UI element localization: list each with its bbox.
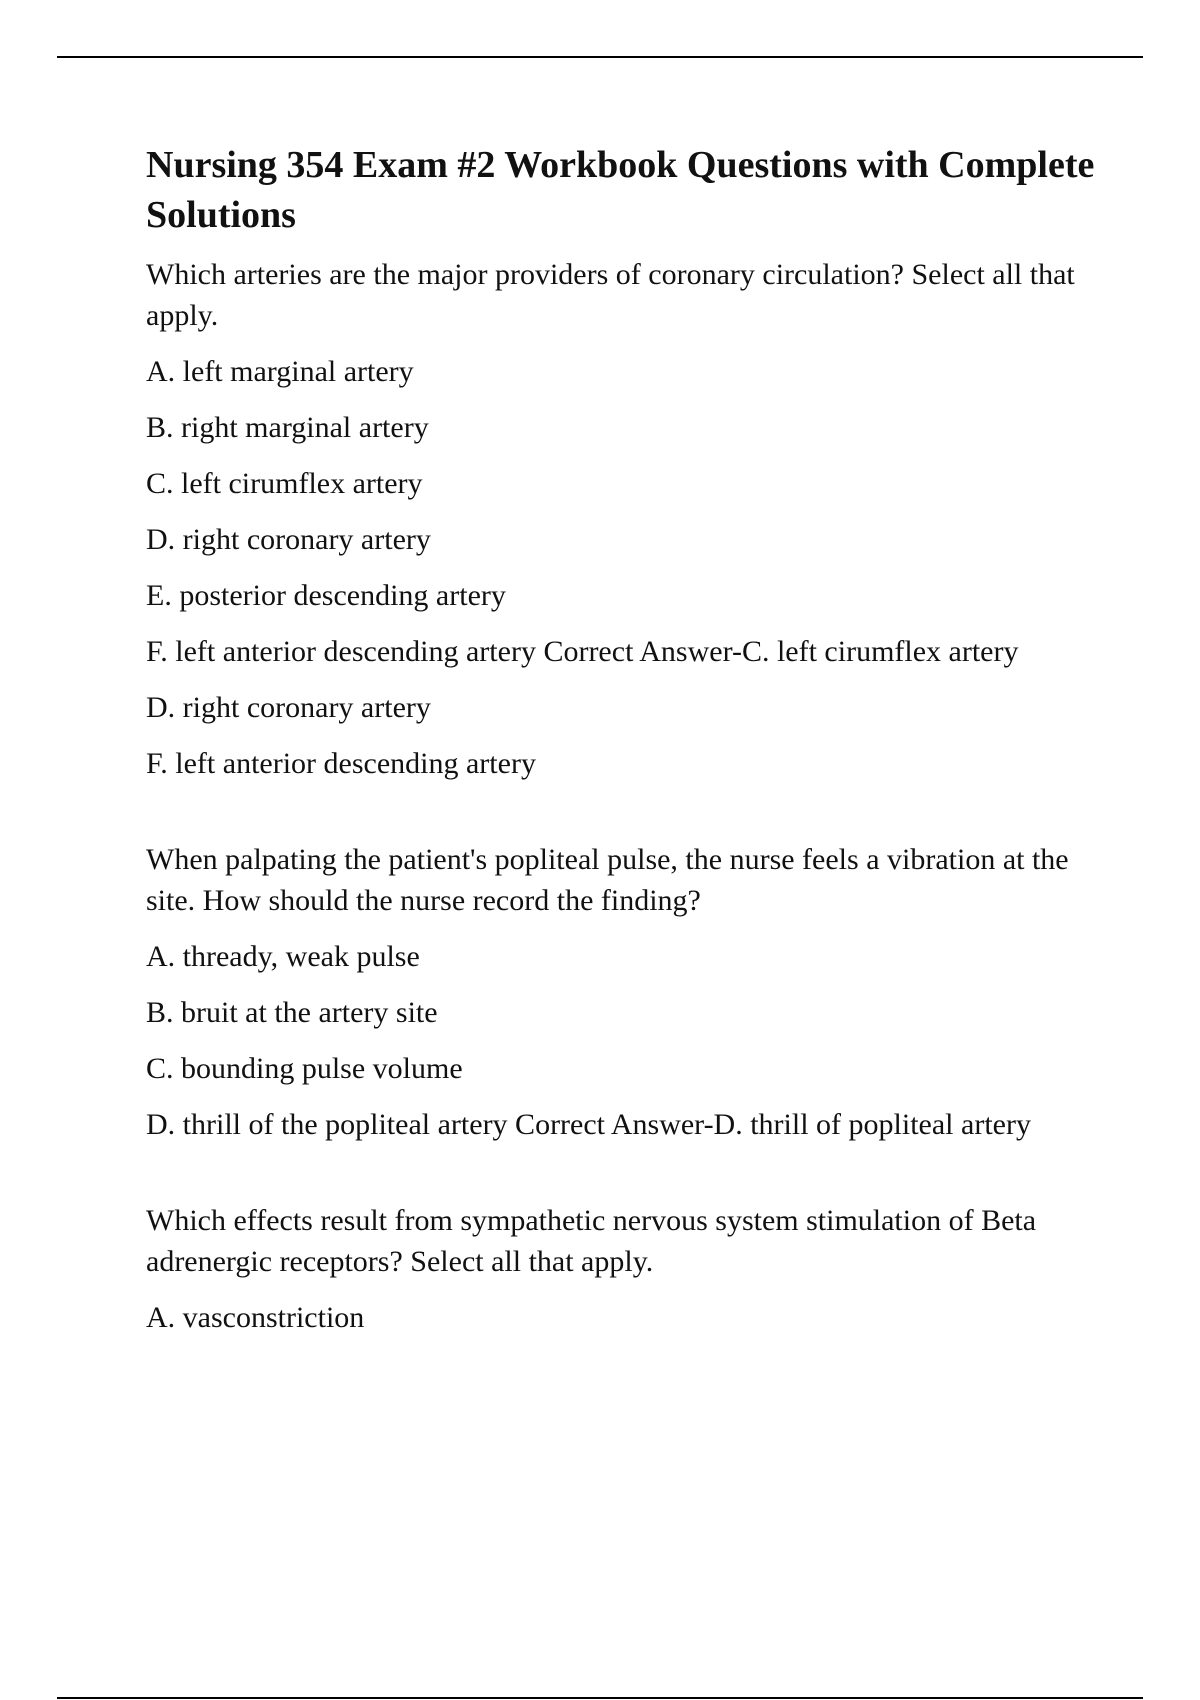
footer-rule [57,1697,1143,1699]
answer-option-with-correct-answer: D. thrill of the popliteal artery Correct Answer-D. thrill of popliteal artery [146,1108,1031,1141]
question-prompt: When palpating the patient's popliteal pulse, the nurse feels a vibration at the site. How should the nurse record the finding? [146,843,1069,917]
correct-answer-line: D. right coronary artery [146,691,431,724]
answer-option: D. right coronary artery [146,523,431,556]
answer-option: B. right marginal artery [146,411,429,444]
answer-option-with-correct-answer: F. left anterior descending artery Correct Answer-C. left cirumflex artery [146,635,1019,668]
answer-option: A. vasconstriction [146,1301,365,1334]
correct-answer-line: F. left anterior descending artery [146,747,536,780]
question-prompt: Which arteries are the major providers of coronary circulation? Select all that apply. [146,258,1075,332]
answer-option: C. bounding pulse volume [146,1052,463,1085]
answer-option: A. thready, weak pulse [146,940,420,973]
answer-option: A. left marginal artery [146,355,414,388]
document-body [146,140,1106,1393]
answer-option: E. posterior descending artery [146,579,506,612]
header-rule [57,56,1143,58]
question-prompt: Which effects result from sympathetic nervous system stimulation of Beta adrenergic receptors? Select all that apply. [146,1204,1037,1278]
document-title: Nursing 354 Exam #2 Workbook Questions with Complete Solutions [146,144,1095,236]
question-block-2 [146,839,1106,1145]
answer-option: C. left cirumflex artery [146,467,423,500]
question-block-1 [146,254,1106,784]
answer-option: B. bruit at the artery site [146,996,438,1029]
question-block-3 [146,1200,1106,1338]
